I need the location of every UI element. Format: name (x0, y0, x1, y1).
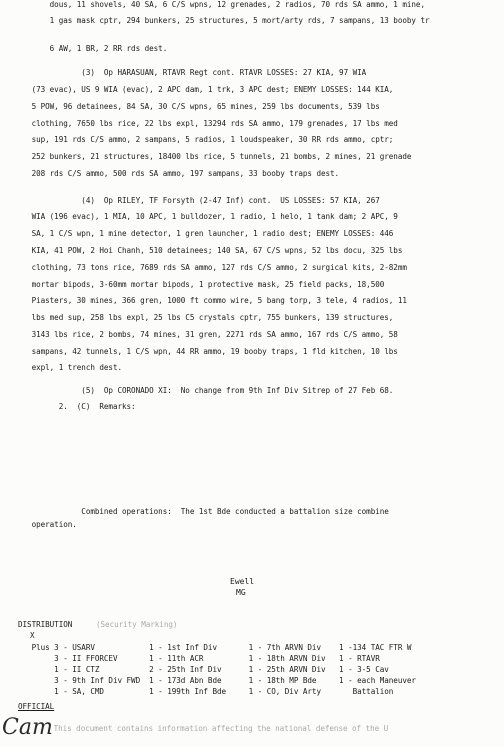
official-label: OFFICIAL (18, 702, 55, 711)
body-line: dous, 11 shovels, 40 SA, 6 C/S wpns, 12 grenades, 2 radios, 70 rds SA ammo, 1 mine, (18, 0, 425, 9)
body-line: WIA (196 evac), 1 MIA, 10 APC, 1 bulldozer, 1 radio, 1 helo, 1 tank dam; 2 APC, 9 (18, 212, 398, 221)
signature-rank: MG (236, 588, 246, 597)
body-line: 252 bunkers, 21 structures, 18400 lbs rice, 5 tunnels, 21 bombs, 2 mines, 21 grenade (18, 152, 412, 161)
distribution-row-2: 3 - II FFORCEV 1 - 11th ACR 1 - 18th ARVN Div 1 - RTAVR (18, 654, 380, 663)
distribution-row-1: Plus 3 - USARV 1 - 1st Inf Div 1 - 7th ARVN Div 1 -134 TAC FTR W (18, 643, 412, 652)
classification-footer: This document contains information affecting the national defense of the U (40, 724, 389, 733)
body-line: SA, 1 C/S wpn, 1 mine detector, 1 gren launcher, 1 radio dest; ENEMY LOSSES: 446 (18, 229, 394, 238)
body-line: mortar bipods, 3-60mm mortar bipods, 1 protective mask, 25 field packs, 18,500 (18, 280, 385, 289)
body-line: Piasters, 30 mines, 366 gren, 1000 ft commo wire, 5 bang torp, 3 tele, 4 radios, 11 (18, 296, 407, 305)
body-line: sampans, 42 tunnels, 1 C/S wpn, 44 RR ammo, 19 booby traps, 1 fld kitchen, 10 lbs (18, 347, 398, 356)
handwritten-stamp: Cam (2, 715, 53, 740)
body-line: 1 gas mask cptr, 294 bunkers, 25 structures, 5 mort/arty rds, 7 sampans, 13 booby tr (18, 16, 430, 25)
body-line: operation. (18, 520, 77, 529)
distribution-row-4: 3 - 9th Inf Div FWD 1 - 173d Abn Bde 1 - 18th MP Bde 1 - each Maneuver (18, 676, 416, 685)
body-line: 2. (C) Remarks: (18, 402, 136, 411)
body-line: 6 AW, 1 BR, 2 RR rds dest. (18, 44, 168, 53)
body-line: (4) Op RILEY, TF Forsyth (2-47 Inf) cont. US LOSSES: 57 KIA, 267 (18, 196, 380, 205)
body-line: lbs med sup, 258 lbs expl, 25 lbs C5 crystals cptr, 755 bunkers, 139 structures, (18, 313, 394, 322)
body-line: sup, 191 rds C/S ammo, 2 sampans, 5 radios, 1 loudspeaker, 30 RR rds ammo, cptr; (18, 135, 394, 144)
body-line: Combined operations: The 1st Bde conducted a battalion size combine (18, 507, 389, 516)
body-line: (5) Op CORONADO XI: No change from 9th Inf Div Sitrep of 27 Feb 68. (18, 386, 394, 395)
body-line: (3) Op HARASUAN, RTAVR Regt cont. RTAVR LOSSES: 27 KIA, 97 WIA (18, 68, 367, 77)
body-line: 5 POW, 96 detainees, 84 SA, 30 C/S wpns, 65 mines, 259 lbs documents, 539 lbs (18, 102, 380, 111)
body-line: 3143 lbs rice, 2 bombs, 74 mines, 31 gren, 2271 rds SA ammo, 167 rds C/S ammo, 58 (18, 330, 398, 339)
distribution-row-3: 1 - II CTZ 2 - 25th Inf Div 1 - 25th ARVN Div 1 - 3-5 Cav (18, 665, 389, 674)
body-line: 208 rds C/S ammo, 500 rds SA ammo, 197 sampans, 33 booby traps dest. (18, 169, 340, 178)
body-line: clothing, 7650 lbs rice, 22 lbs expl, 13294 rds SA ammo, 179 grenades, 17 lbs med (18, 119, 398, 128)
distribution-header-note: (Security Marking) (96, 620, 178, 629)
body-line: KIA, 41 POW, 2 Hoi Chanh, 510 detainees; 140 SA, 67 C/S wpns, 52 lbs docu, 325 lbs (18, 246, 403, 255)
distribution-mark: X (30, 631, 35, 640)
distribution-header: DISTRIBUTION (18, 620, 73, 629)
body-line: expl, 1 trench dest. (18, 363, 123, 372)
body-line: (73 evac), US 9 WIA (evac), 2 APC dam, 1 trk, 3 APC dest; ENEMY LOSSES: 144 KIA, (18, 85, 394, 94)
signature-name: Ewell (230, 577, 255, 586)
distribution-row-5: 1 - SA, CMD 1 - 199th Inf Bde 1 - CO, Div Arty Battalion (18, 687, 394, 696)
body-line: clothing, 73 tons rice, 7689 rds SA ammo, 127 rds C/S ammo, 2 surgical kits, 2-82mm (18, 263, 407, 272)
